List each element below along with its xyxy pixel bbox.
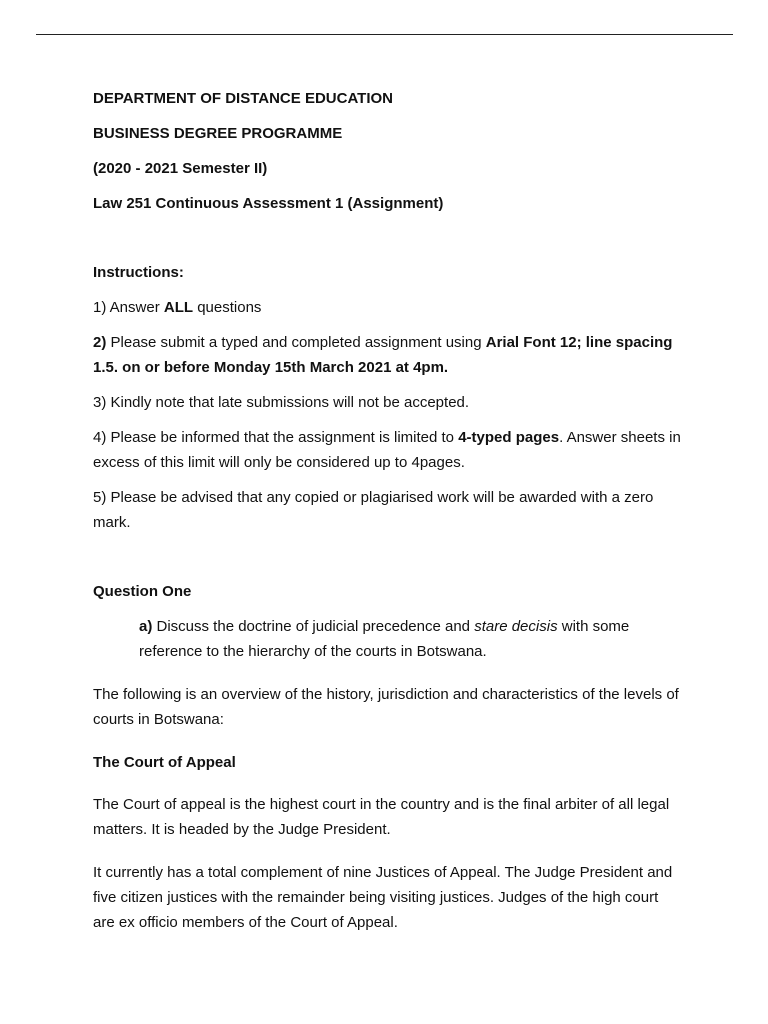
department-title: DEPARTMENT OF DISTANCE EDUCATION [93,90,393,107]
instructions-heading: Instructions: [93,264,184,281]
court-of-appeal-paragraph-2: It currently has a total complement of nine Justices of Appeal. The Judge President and five citizen justices with the remainder being visiting justices. Judges of the high court are ex officio members of the Court of Appeal. [93,864,673,931]
semester-title: (2020 - 2021 Semester II) [93,160,268,177]
court-of-appeal-heading: The Court of Appeal [93,754,236,771]
court-of-appeal-paragraph-1: The Court of appeal is the highest court in the country and is the final arbiter of all legal matters. It is headed by the Judge President. [93,796,670,838]
programme-title: BUSINESS DEGREE PROGRAMME [93,125,343,142]
instruction-item-5: 5) Please be advised that any copied or plagiarised work will be awarded with a zero mark. [93,489,654,531]
instruction-item-1: 1) Answer ALL questions [93,299,262,316]
question-one-heading: Question One [93,583,192,600]
instruction-item-3: 3) Kindly note that late submissions will not be accepted. [93,394,470,411]
course-title: Law 251 Continuous Assessment 1 (Assignment) [93,195,444,212]
overview-paragraph: The following is an overview of the history, jurisdiction and characteristics of the levels of courts in Botswana: [93,686,679,728]
instruction-item-2: 2) Please submit a typed and completed assignment using Arial Font 12; line spacing 1.5. on or before Monday 15th March 2021 at 4pm. [93,334,673,376]
document-body [93,86,683,935]
question-one-part-a: a) Discuss the doctrine of judicial precedence and stare decisis with some reference to the hierarchy of the courts in Botswana. [139,618,630,660]
instruction-item-4: 4) Please be informed that the assignment is limited to 4-typed pages. Answer sheets in excess of this limit will only be considered up to 4pages. [93,429,681,471]
header-rule [36,34,733,35]
